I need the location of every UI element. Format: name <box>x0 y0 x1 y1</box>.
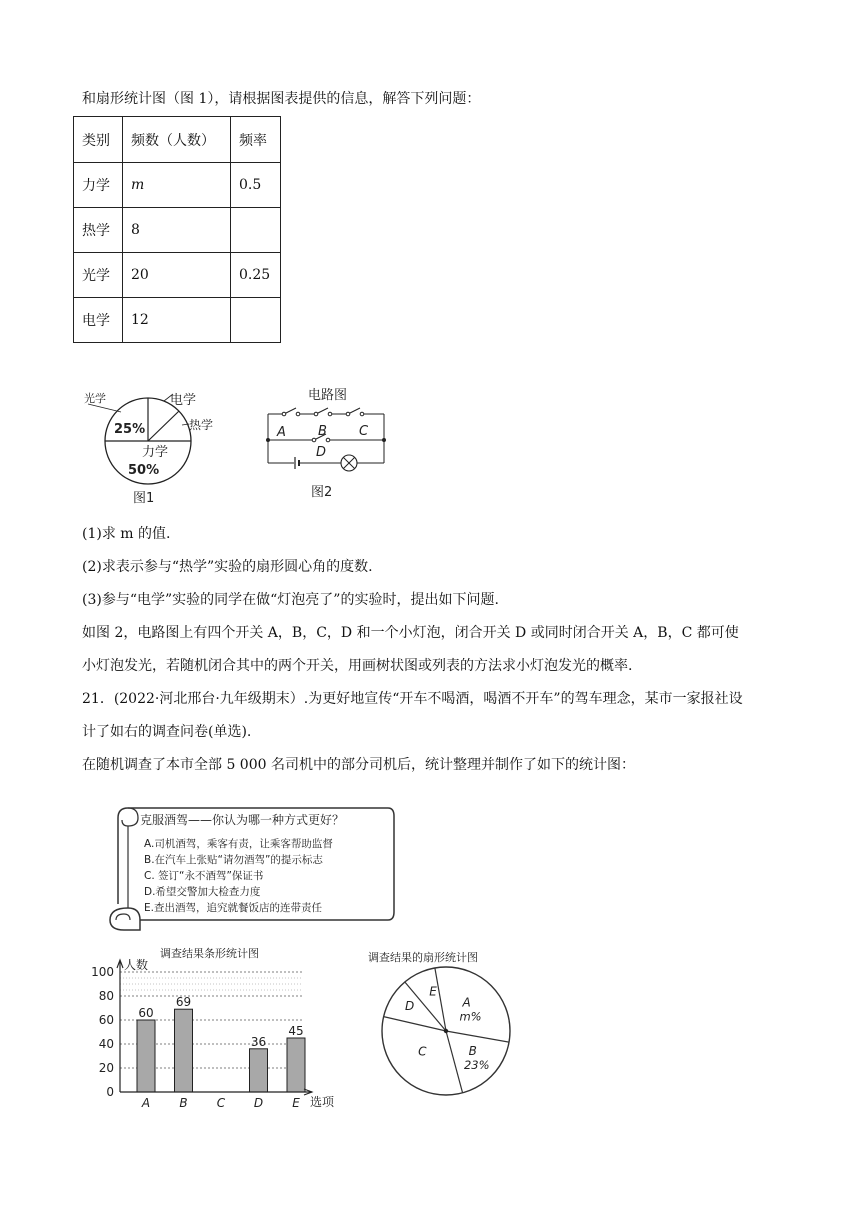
question-3-detail-line1: 如图 2，电路图上有四个开关 A，B，C，D 和一个小灯泡，闭合开关 D 或同时闭合开关 A，B，C 都可使 <box>82 625 739 641</box>
pie-label-thermal: 热学 <box>189 418 214 432</box>
figure2-caption: 图2 <box>311 485 333 500</box>
bar-ytick-label: 20 <box>98 1061 114 1075</box>
table-cell: 热学 <box>74 208 123 253</box>
bar-category-label: B <box>179 1096 188 1110</box>
figure2-circuit <box>262 384 392 509</box>
switch-label-b: B <box>318 424 327 439</box>
pie-chart <box>362 940 522 1115</box>
bar-ytick-label: 100 <box>91 965 114 979</box>
pie-label-mechanics: 力学 <box>142 445 169 460</box>
table-cell: 0.25 <box>231 253 281 298</box>
table-cell: 力学 <box>74 163 123 208</box>
figure1-caption: 图1 <box>133 491 155 506</box>
frequency-table <box>73 116 281 343</box>
problem21-line3: 在随机调查了本市全部 5 000 名司机中的部分司机后，统计整理并制作了如下的统计图： <box>82 757 635 773</box>
table-cell: 8 <box>123 208 231 253</box>
survey-title: 克服酒驾——你认为哪一种方式更好？ <box>140 813 345 827</box>
intro-line: 和扇形统计图（图 1），请根据图表提供的信息，解答下列问题： <box>82 91 481 107</box>
switch-label-a: A <box>277 425 286 440</box>
bar-ytick-label: 60 <box>98 1013 114 1027</box>
bar-ytick-label: 0 <box>106 1085 114 1099</box>
survey-option-e: E.查出酒驾，追究就餐饭店的连带责任 <box>144 902 322 914</box>
switch-label-d: D <box>316 445 327 460</box>
pie-label-electric: 电学 <box>170 393 197 408</box>
bar-value-label: 60 <box>138 1006 154 1020</box>
table-cell <box>231 208 281 253</box>
bar-chart-ylabel: 人数 <box>124 958 149 972</box>
pie-label-mechanics-pct: 50% <box>128 463 160 478</box>
pie-label-optics: 光学 <box>84 392 106 405</box>
bar-a <box>137 1020 155 1092</box>
table-cell: m <box>123 163 231 208</box>
table-cell: 12 <box>123 298 231 343</box>
bar-value-label: 45 <box>288 1024 304 1038</box>
bar-chart-title: 调查结果条形统计图 <box>160 947 259 960</box>
table-header-cell: 频数（人数） <box>123 117 231 163</box>
bar-d <box>250 1049 268 1092</box>
survey-option-b: B.在汽车上张贴“请勿酒驾”的提示标志 <box>144 854 323 866</box>
table-cell <box>231 298 281 343</box>
bar-b <box>175 1009 193 1092</box>
table-header-cell: 频率 <box>231 117 281 163</box>
pie-label-optics-pct: 25% <box>114 422 146 437</box>
table-cell: 光学 <box>74 253 123 298</box>
question-1: (1)求 m 的值. <box>82 526 171 542</box>
pie-slice-label-b: B <box>468 1044 477 1059</box>
table-header-cell: 类别 <box>74 117 123 163</box>
question-3: (3)参与“电学”实验的同学在做“灯泡亮了”的实验时，提出如下问题. <box>82 592 499 608</box>
circuit-title: 电路图 <box>308 388 348 403</box>
problem21-line2: 计了如右的调查问卷(单选). <box>82 724 252 740</box>
bar-category-label: C <box>216 1096 226 1110</box>
table-header-row <box>74 117 281 163</box>
table-row <box>74 208 281 253</box>
question-3-detail-line2: 小灯泡发光，若随机闭合其中的两个开关，用画树状图或列表的方法求小灯泡发光的概率. <box>82 658 633 674</box>
problem21-line1: 21．(2022·河北邢台·九年级期末）.为更好地宣传“开车不喝酒，喝酒不开车”的驾车理念，某市一家报社设 <box>82 691 743 707</box>
survey-scroll <box>100 800 400 932</box>
bar-value-label: 69 <box>175 995 192 1010</box>
bar-value-label: 36 <box>250 1034 267 1049</box>
bar-category-label: D <box>253 1096 264 1110</box>
pie-chart-title: 调查结果的扇形统计图 <box>368 951 478 964</box>
pie-slice-value-b: 23% <box>463 1058 490 1073</box>
pie-slice-label-e: E <box>429 984 437 999</box>
bar-e <box>287 1038 305 1092</box>
survey-option-a: A.司机酒驾，乘客有责，让乘客帮助监督 <box>144 838 333 850</box>
table-row <box>74 163 281 208</box>
bar-category-label: A <box>141 1096 151 1110</box>
bar-ytick-label: 40 <box>98 1037 114 1051</box>
pie-slice-label-c: C <box>418 1044 427 1059</box>
survey-option-d: D.希望交警加大检查力度 <box>144 886 261 898</box>
pie-slice-label-a: A <box>462 995 471 1010</box>
bar-ytick-label: 80 <box>98 989 114 1003</box>
table-cell: 0.5 <box>231 163 281 208</box>
table-row <box>74 298 281 343</box>
question-2: (2)求表示参与“热学”实验的扇形圆心角的度数. <box>82 559 373 575</box>
bar-chart <box>80 940 350 1115</box>
bar-category-label: E <box>292 1096 300 1110</box>
table-cell: 电学 <box>74 298 123 343</box>
bar-chart-xlabel: 选项 <box>310 1095 335 1109</box>
table-cell: 20 <box>123 253 231 298</box>
pie-slice-label-d: D <box>405 999 415 1013</box>
table-row <box>74 253 281 298</box>
survey-option-c: C. 签订“永不酒驾”保证书 <box>144 870 264 882</box>
pie-slice-value-a: m% <box>459 1009 482 1024</box>
switch-label-c: C <box>359 424 369 439</box>
figure1-pie <box>78 384 228 509</box>
